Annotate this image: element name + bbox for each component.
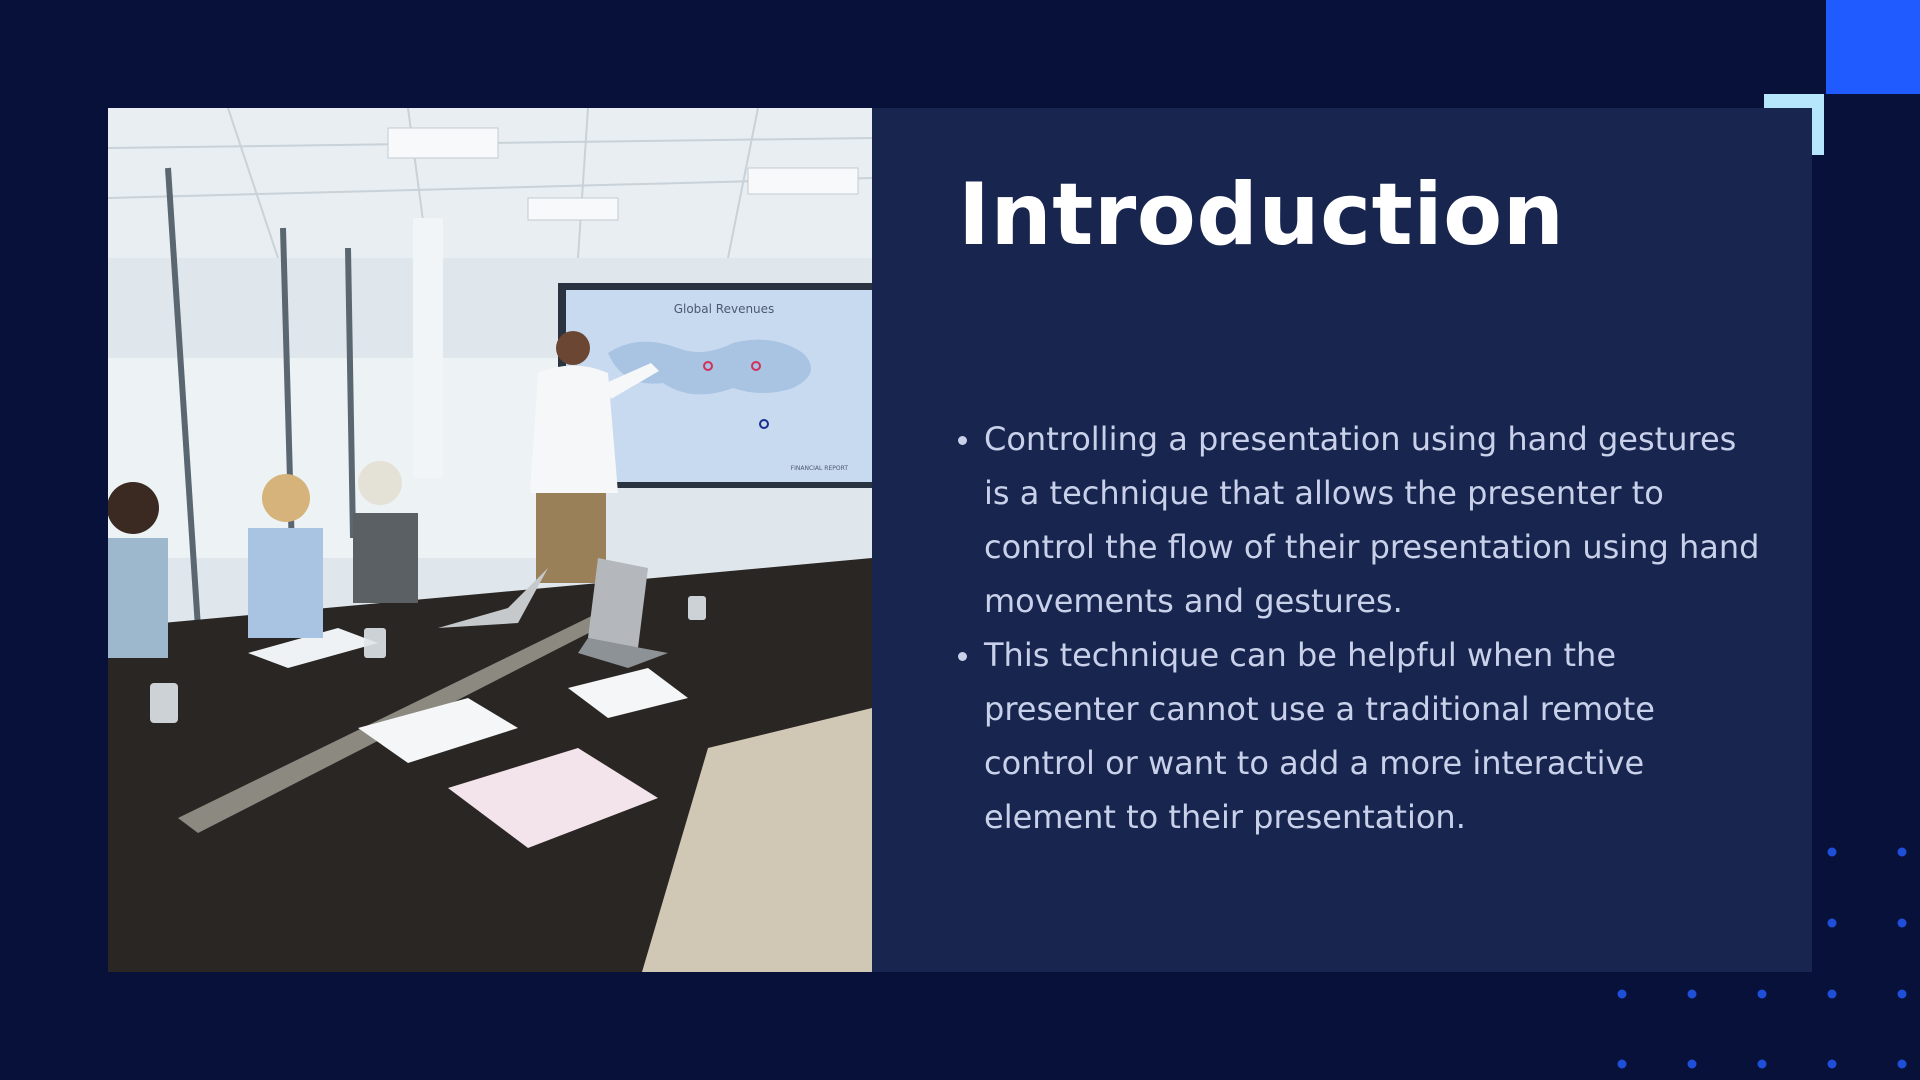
attendee-body <box>353 513 418 603</box>
water-glass <box>150 683 178 723</box>
attendee-body <box>108 538 168 658</box>
water-glass <box>364 628 386 658</box>
bullet-list <box>958 412 1768 844</box>
bullet-item: Controlling a presentation using hand gestures is a technique that allows the presenter to control the flow of their presentation using hand movements and gestures. <box>958 412 1768 628</box>
presenter-shirt <box>530 366 618 494</box>
attendee-head <box>108 482 159 534</box>
slide-title: Introduction <box>958 165 1565 265</box>
water-glass <box>688 596 706 620</box>
bullet-item: This technique can be helpful when the presenter cannot use a traditional remote control or want to add a more interactive element to their presentation. <box>958 628 1768 844</box>
laptop <box>588 558 648 648</box>
meeting-photo <box>108 108 872 972</box>
ceiling-light <box>388 128 498 158</box>
decorative-dot-grid <box>1600 840 1920 1080</box>
screen-footer: FINANCIAL REPORT <box>790 465 848 472</box>
ceiling-light <box>748 168 858 194</box>
column <box>413 218 443 478</box>
presenter-head <box>556 331 590 365</box>
attendee-head <box>262 474 310 522</box>
screen-title: Global Revenues <box>673 302 775 316</box>
meeting-illustration <box>108 108 872 972</box>
attendee-head <box>358 461 402 505</box>
attendee-body <box>248 528 323 638</box>
accent-square-blue <box>1826 0 1920 94</box>
ceiling-light <box>528 198 618 220</box>
